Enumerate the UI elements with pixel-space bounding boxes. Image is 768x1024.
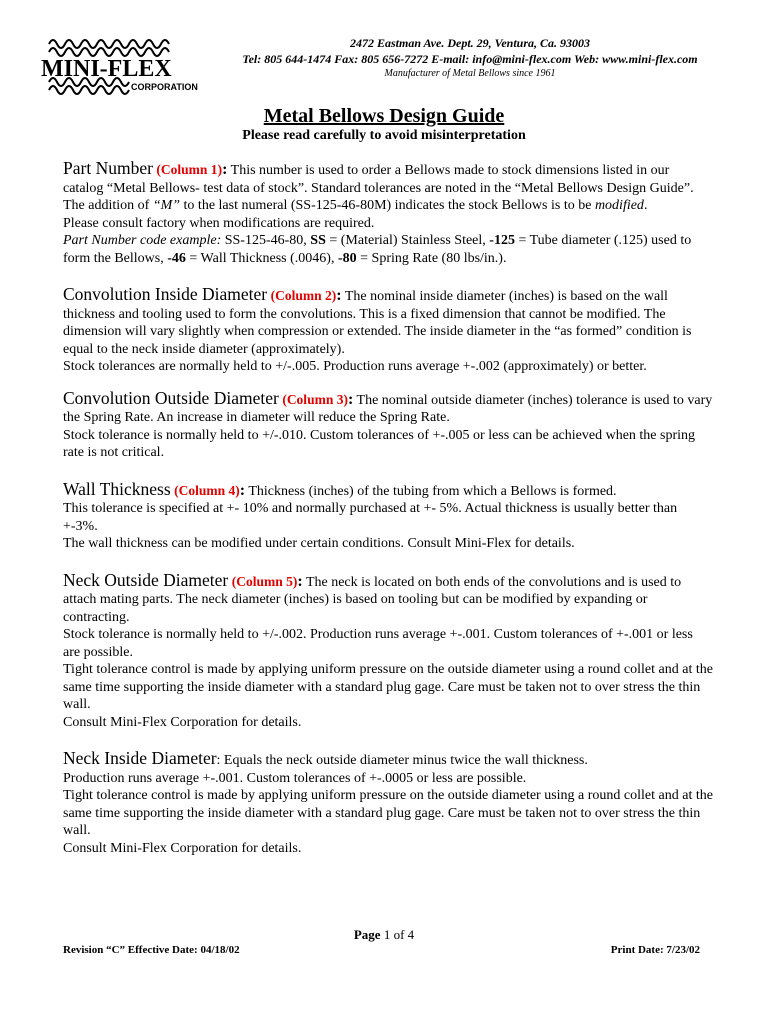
- section-text: Stock tolerance is normally held to +/-.010. Custom tolerances of +-.005 or less can be achieved when the spring rate is not critical.: [63, 427, 696, 460]
- section-convolution-inside: Convolution Inside Diameter (Column 2): The nominal inside diameter (inches) is based on the wall thickness and tooling used to form the convolutions. This is a fixed dimension that cannot be modified. The dimension will vary slightly when compression or extended. The inside diameter in the “as formed” condition is equal to the neck inside diameter (approximately). Stock tolerances are normally held to +/-.005. Production runs average +-.002 (approximately) or better.: [63, 286, 713, 376]
- section-heading: Convolution Inside Diameter: [63, 284, 268, 304]
- column-ref: Column 3: [286, 391, 344, 407]
- svg-text:CORPORATION: CORPORATION: [131, 82, 198, 92]
- section-heading: Wall Thickness: [63, 478, 171, 499]
- section-text: Thickness (inches) of the tubing from which a Bellows is formed.: [248, 483, 617, 499]
- part-code-example: Part Number code example: SS-125-46-80, SS = (Material) Stainless Steel, -125 = Tube diameter (.125) used to form the Bellows, -46 = Wall Thickness (.0046), -80 = Spring Rate (80 lbs/in.).: [63, 233, 692, 266]
- section-convolution-outside: Convolution Outside Diameter (Column 3): The nominal outside diameter (inches) tolerance is used to vary the Spring Rate. An increase in diameter will reduce the Spring Rate. Stock tolerance is normally held to +/-.010. Custom tolerances of +-.005 or less can be achieved when the spring rate is not critical.: [63, 387, 713, 460]
- section-text: The neck is located on both ends of the convolutions and is used to attach mating parts. The neck diameter (inches) is based on tooling but can be modified by expanding or contracting.: [63, 574, 682, 625]
- section-heading: Neck Inside Diameter: [63, 748, 217, 768]
- section-part-number: Part Number (Column 1): This number is used to order a Bellows made to stock dimensions listed in our catalog “Metal Bellows- test data of stock”. Standard tolerances are noted in the “Metal Bellows Design Guide”. The addition of “M” to the last numeral (SS-125-46-80M) indicates the stock Bellows is to be modified. Please consult factory when modifications are required. Part Number code example: SS-125-46-80, SS = (Material) Stainless Steel, -125 = Tube diameter (.125) used to form the Bellows, -46 = Wall Thickness (.0046), -80 = Spring Rate (80 lbs/in.).: [63, 160, 713, 267]
- section-heading: Part Number: [63, 158, 153, 178]
- section-text: Stock tolerance is normally held to +/-.002. Production runs average +-.001. Custom tolerances of +-.001 or less are possible.: [63, 627, 693, 660]
- section-text: The wall thickness can be modified under certain conditions. Consult Mini-Flex for details.: [63, 536, 575, 551]
- svg-text:MINI-FLEX: MINI-FLEX: [41, 56, 172, 82]
- section-text: Please consult factory when modifications are required.: [63, 215, 375, 231]
- section-text: The addition of “M” to the last numeral (SS-125-46-80M) indicates the stock Bellows is to be modified.: [63, 198, 648, 213]
- section-neck-outside: Neck Outside Diameter (Column 5): The neck is located on both ends of the convolutions and is used to attach mating parts. The neck diameter (inches) is based on tooling but can be modified by expanding or contracting. Stock tolerance is normally held to +/-.002. Production runs average +-.001. Custom tolerances of +-.001 or less are possible. Tight tolerance control is made by applying uniform pressure on the outside diameter using a round collet and at the same time supporting the inside diameter with a standard plug gage. Care must be taken not to over stress the thin wall. Consult Mini-Flex Corporation for details.: [63, 569, 713, 730]
- company-contact: Tel: 805 644-1474 Fax: 805 656-7272 E-mail: info@mini-flex.com Web: www.mini-flex.com: [242, 52, 698, 66]
- revision-date: Revision “C” Effective Date: 04/18/02: [63, 944, 240, 956]
- column-ref: Column 2: [275, 288, 332, 303]
- print-date: Print Date: 7/23/02: [610, 944, 700, 956]
- section-text: The nominal inside diameter (inches) is based on the wall thickness and tooling used to form the convolutions. This is a fixed dimension that cannot be modified. The dimension will vary slightly when compression or extended. The inside diameter in the “as formed” condition is equal to the neck inside diameter (approximately).: [63, 289, 692, 357]
- company-header: [210, 35, 730, 81]
- section-text: : Equals the neck outside diameter minus twice the wall thickness.: [216, 753, 588, 768]
- column-ref: Column 4: [178, 482, 236, 498]
- document-body: [63, 160, 713, 876]
- company-tagline: Manufacturer of Metal Bellows since 1961: [384, 68, 556, 79]
- column-ref: Column 5: [236, 573, 293, 589]
- section-text: Tight tolerance control is made by applying uniform pressure on the outside diameter using a round collet and at the same time supporting the inside diameter with a standard plug gage. Care must be taken not to over stress the thin wall.: [63, 662, 713, 712]
- section-text: The nominal outside diameter (inches) tolerance is used to vary the Spring Rate. An increase in diameter will reduce the Spring Rate.: [63, 392, 713, 425]
- section-text: Stock tolerances are normally held to +/-.005. Production runs average +-.002 (approximately) or better.: [63, 359, 647, 374]
- section-text: Tight tolerance control is made by applying uniform pressure on the outside diameter using a round collet and at the same time supporting the inside diameter with a standard plug gage. Care must be taken not to over stress the thin wall.: [63, 788, 713, 838]
- mini-flex-logo: [39, 30, 201, 96]
- section-text: This number is used to order a Bellows made to stock dimensions listed in our catalog “Metal Bellows- test data of stock”. Standard tolerances are noted in the “Metal Bellows Design Guide”.: [63, 163, 694, 196]
- page-subtitle: Please read carefully to avoid misinterpretation: [242, 128, 526, 143]
- section-heading: Convolution Outside Diameter: [63, 387, 279, 408]
- section-neck-inside: [63, 750, 713, 857]
- section-text: This tolerance is specified at +- 10% and normally purchased at +- 5%. Actual thickness is usually better than +-3%.: [63, 501, 678, 534]
- section-text: Consult Mini-Flex Corporation for details.: [63, 714, 302, 730]
- section-text: Production runs average +-.001. Custom tolerances of +-.0005 or less are possible.: [63, 770, 527, 786]
- company-address: 2472 Eastman Ave. Dept. 29, Ventura, Ca. 93003: [349, 36, 591, 50]
- page-indicator: Page 1 of 4: [353, 927, 415, 942]
- page-title: Metal Bellows Design Guide: [263, 105, 505, 127]
- section-heading: Neck Outside Diameter: [63, 569, 229, 590]
- column-ref: Column 1: [160, 162, 218, 177]
- section-text: Consult Mini-Flex Corporation for details.: [63, 840, 302, 856]
- section-wall-thickness: Wall Thickness (Column 4): Thickness (inches) of the tubing from which a Bellows is formed. This tolerance is specified at +- 10% and normally purchased at +- 5%. Actual thickness is usually better than +-3%. The wall thickness can be modified under certain conditions. Consult Mini-Flex for details.: [63, 481, 713, 553]
